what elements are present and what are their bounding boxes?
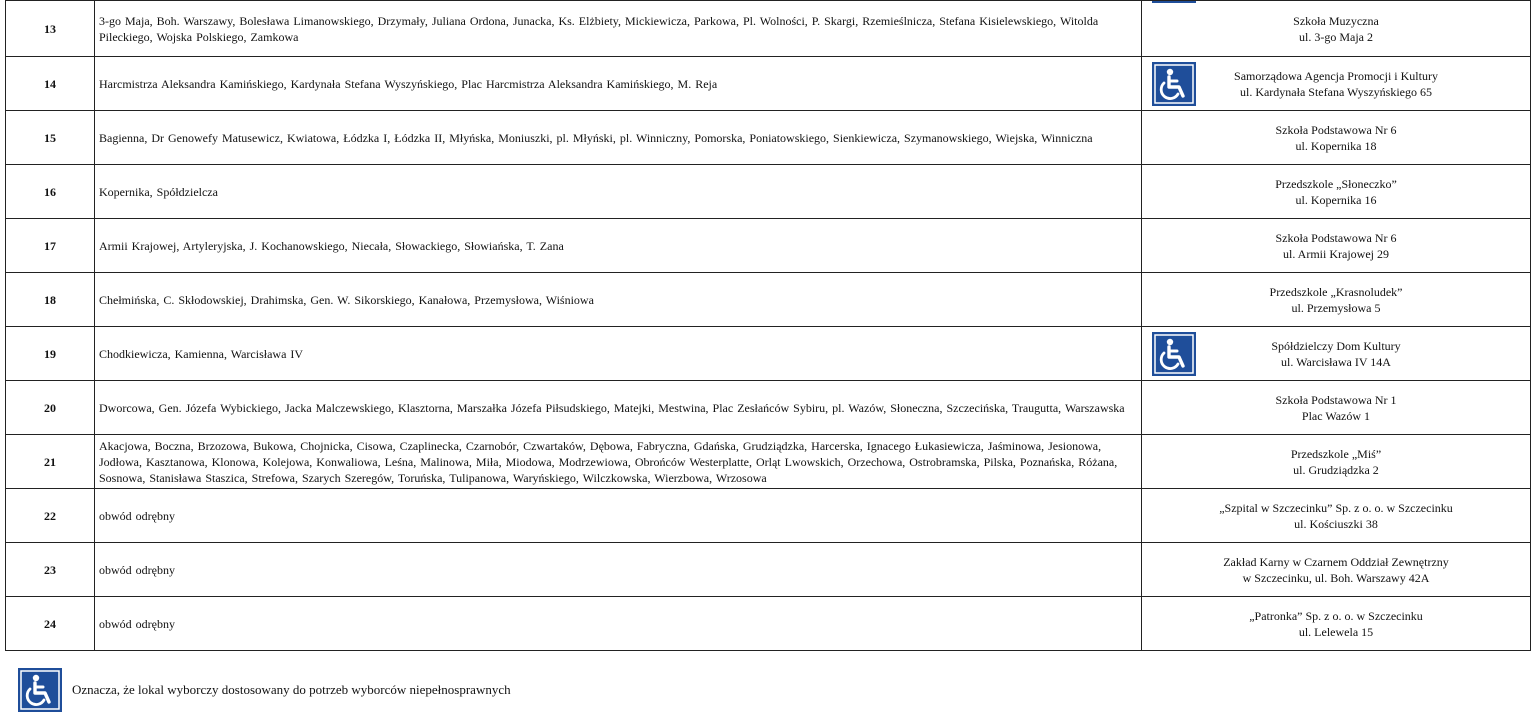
table-edge — [1531, 273, 1536, 327]
accessibility-legend — [18, 668, 511, 712]
district-number: 24 — [6, 597, 95, 651]
station-address: ul. 3-go Maja 2 — [1299, 29, 1373, 44]
district-streets: Harcmistrza Aleksandra Kamińskiego, Kardynała Stefana Wyszyńskiego, Plac Harcmistrza Aleksandra Kamińskiego, M. Reja — [95, 57, 1142, 111]
polling-station — [1142, 489, 1531, 543]
district-streets: obwód odrębny — [95, 597, 1142, 651]
table-body — [6, 1, 1536, 651]
district-number: 16 — [6, 165, 95, 219]
table-edge — [1531, 543, 1536, 597]
district-streets: Chodkiewicza, Kamienna, Warcisława IV — [95, 327, 1142, 381]
station-address: ul. Kardynała Stefana Wyszyńskiego 65 — [1239, 84, 1432, 99]
polling-station — [1142, 327, 1531, 381]
polling-station — [1142, 543, 1531, 597]
legend-text: Oznacza, że lokal wyborczy dostosowany do potrzeb wyborców niepełnosprawnych — [72, 682, 511, 697]
district-number: 20 — [6, 381, 95, 435]
table-edge — [1531, 381, 1536, 435]
station-name: Przedszkole „Krasnoludek” — [1269, 284, 1403, 299]
station-address: Plac Wazów 1 — [1301, 408, 1371, 423]
table-edge — [1531, 1, 1536, 57]
polling-station — [1142, 381, 1531, 435]
station-address: ul. Kopernika 18 — [1295, 138, 1377, 153]
district-streets: obwód odrębny — [95, 489, 1142, 543]
station-name: Szkoła Podstawowa Nr 6 — [1275, 122, 1397, 137]
station-name: Przedszkole „Miś” — [1290, 446, 1382, 461]
district-number: 15 — [6, 111, 95, 165]
table-row — [6, 1, 1536, 57]
wheelchair-icon — [18, 668, 62, 712]
station-address: w Szczecinku, ul. Boh. Warszawy 42A — [1242, 570, 1430, 585]
station-name: Spółdzielczy Dom Kultury — [1271, 338, 1401, 353]
table-edge — [1531, 327, 1536, 381]
district-number: 13 — [6, 1, 95, 57]
district-number: 17 — [6, 219, 95, 273]
district-streets: Bagienna, Dr Genowefy Matusewicz, Kwiatowa, Łódzka I, Łódzka II, Młyńska, Moniuszki, pl. Młyński, pl. Winniczny, Pomorska, Poniatowskiego, Sienkiewicza, Szymanowskiego, Wiejska, Winniczna — [95, 111, 1142, 165]
district-number: 14 — [6, 57, 95, 111]
polling-station — [1142, 57, 1531, 111]
district-number: 18 — [6, 273, 95, 327]
wheelchair-icon — [1152, 332, 1196, 376]
district-streets: obwód odrębny — [95, 543, 1142, 597]
table-row — [6, 435, 1536, 489]
table-row — [6, 489, 1536, 543]
table-row — [6, 597, 1536, 651]
table-edge — [1531, 219, 1536, 273]
wheelchair-icon — [1152, 62, 1196, 106]
district-streets: Dworcowa, Gen. Józefa Wybickiego, Jacka Malczewskiego, Klasztorna, Marszałka Józefa Piłsudskiego, Matejki, Mestwina, Plac Zesłańców Sybiru, pl. Wazów, Słoneczna, Szczecińska, Traugutta, Warszawska — [95, 381, 1142, 435]
polling-station — [1142, 219, 1531, 273]
district-streets: Armii Krajowej, Artyleryjska, J. Kochanowskiego, Niecała, Słowackiego, Słowiańska, T. Zana — [95, 219, 1142, 273]
district-number: 22 — [6, 489, 95, 543]
polling-station — [1142, 1, 1531, 57]
station-address: ul. Kopernika 16 — [1295, 192, 1377, 207]
table-row — [6, 327, 1536, 381]
polling-station — [1142, 273, 1531, 327]
polling-districts-table — [5, 0, 1536, 651]
table-edge — [1531, 165, 1536, 219]
district-number: 21 — [6, 435, 95, 489]
station-name: Samorządowa Agencja Promocji i Kultury — [1234, 68, 1438, 83]
station-address: ul. Armii Krajowej 29 — [1283, 246, 1389, 261]
district-streets: 3-go Maja, Boh. Warszawy, Bolesława Limanowskiego, Drzymały, Juliana Ordona, Junacka, Ks. Elżbiety, Mickiewicza, Parkowa, Pl. Wolności, P. Skargi, Rzemieślnicza, Stefana Kisielewskiego, Witolda Pileckiego, Wojska Polskiego, Zamkowa — [95, 1, 1142, 57]
district-number: 23 — [6, 543, 95, 597]
station-address: ul. Grudziądzka 2 — [1293, 462, 1379, 477]
district-streets: Chełmińska, C. Skłodowskiej, Drahimska, Gen. W. Sikorskiego, Kanałowa, Przemysłowa, Wiśniowa — [95, 273, 1142, 327]
station-name: Zakład Karny w Czarnem Oddział Zewnętrzny — [1223, 554, 1449, 569]
station-name: „Szpital w Szczecinku” Sp. z o. o. w Szczecinku — [1219, 500, 1453, 515]
station-name: Szkoła Podstawowa Nr 6 — [1275, 230, 1397, 245]
table-row — [6, 219, 1536, 273]
station-address: ul. Lelewela 15 — [1298, 624, 1374, 639]
table-row — [6, 273, 1536, 327]
table-edge — [1531, 489, 1536, 543]
district-streets: Kopernika, Spółdzielcza — [95, 165, 1142, 219]
table-edge — [1531, 597, 1536, 651]
station-address: ul. Przemysłowa 5 — [1291, 300, 1381, 315]
station-address: ul. Kościuszki 38 — [1294, 516, 1378, 531]
station-name: Szkoła Podstawowa Nr 1 — [1275, 392, 1397, 407]
station-address: ul. Warcisława IV 14A — [1281, 354, 1391, 369]
district-number: 19 — [6, 327, 95, 381]
polling-station — [1142, 165, 1531, 219]
district-streets: Akacjowa, Boczna, Brzozowa, Bukowa, Chojnicka, Cisowa, Czaplinecka, Czarnobór, Czwartaków, Dębowa, Fabryczna, Gdańska, Grudziądzka, Harcerska, Ignacego Łukasiewicza, Jaśminowa, Jesionowa, Jodłowa, Kasztanowa, Klonowa, Kolejowa, Konwaliowa, Leśna, Malinowa, Miła, Miodowa, Modrzewiowa, Obrońców Westerplatte, Orląt Lwowskich, Orzechowa, Ostrobramska, Pilska, Poznańska, Różana, Sosnowa, Stanisława Staszica, Strefowa, Szarych Szeregów, Toruńska, Tulipanowa, Waryńskiego, Wilczkowska, Wierzbowa, Wrzosowa — [95, 435, 1142, 489]
table-row — [6, 57, 1536, 111]
station-name: Przedszkole „Słoneczko” — [1275, 176, 1397, 191]
station-name: „Patronka” Sp. z o. o. w Szczecinku — [1249, 608, 1423, 623]
polling-station — [1142, 597, 1531, 651]
station-name: Szkoła Muzyczna — [1293, 13, 1379, 28]
table-edge — [1531, 57, 1536, 111]
table-edge — [1531, 111, 1536, 165]
table-row — [6, 165, 1536, 219]
table-edge — [1531, 435, 1536, 489]
table-row — [6, 543, 1536, 597]
table-row — [6, 381, 1536, 435]
polling-station — [1142, 111, 1531, 165]
table-row — [6, 111, 1536, 165]
polling-station — [1142, 435, 1531, 489]
